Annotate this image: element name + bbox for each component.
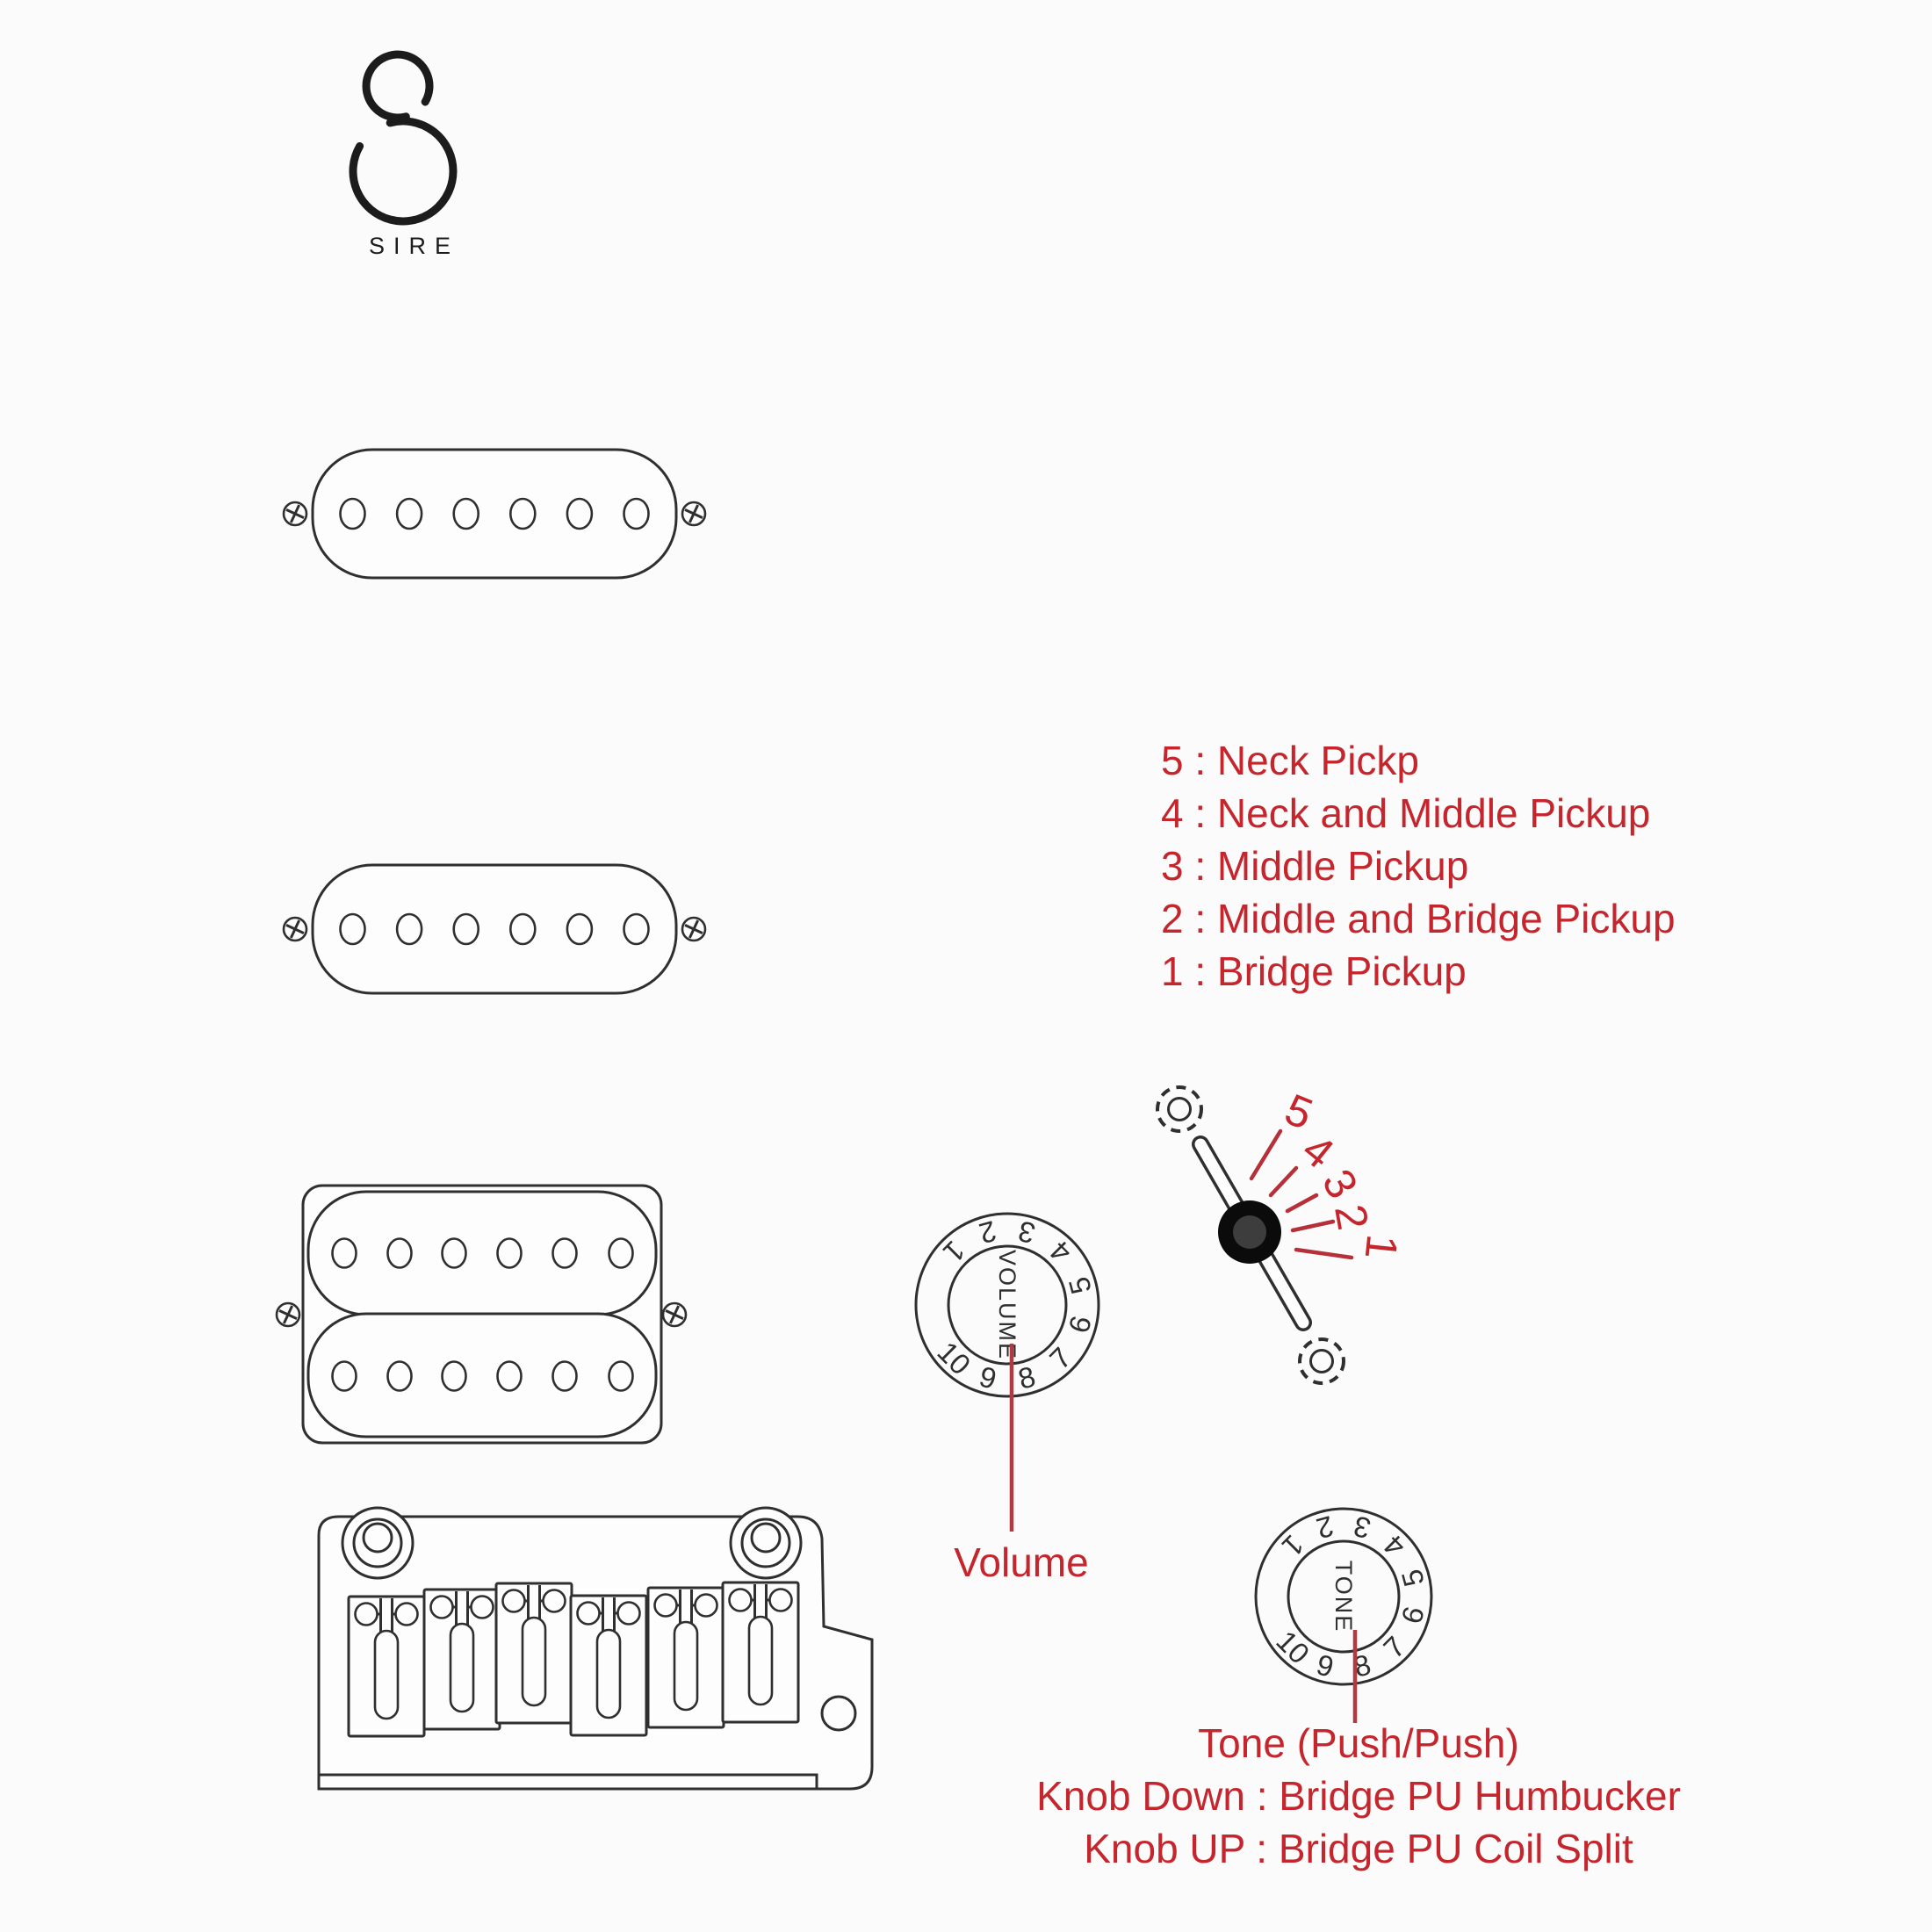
bridge-post-right bbox=[731, 1508, 801, 1578]
tone-knob-number-1: 1 bbox=[1275, 1528, 1310, 1563]
legend-line-3: 3 : Middle Pickup bbox=[1161, 843, 1469, 889]
humbucker-screw-left bbox=[275, 1301, 300, 1327]
pickup-selector-switch-drawing bbox=[1157, 1085, 1407, 1383]
legend-line-4: 4 : Neck and Middle Pickup bbox=[1161, 790, 1651, 836]
tremolo-bridge-drawing bbox=[319, 1508, 872, 1789]
selector-tick-5 bbox=[1251, 1131, 1280, 1179]
sire-logo bbox=[353, 54, 459, 259]
selector-knob-cap bbox=[1233, 1215, 1266, 1249]
saddle-5 bbox=[648, 1588, 724, 1727]
neck-pickup-drawing bbox=[282, 450, 706, 578]
tone-knob-drawing bbox=[1256, 1509, 1431, 1723]
tone-knob-number-3: 3 bbox=[1350, 1510, 1374, 1546]
volume-knob-number-5: 5 bbox=[1062, 1273, 1098, 1298]
volume-knob-number-6: 6 bbox=[1062, 1312, 1098, 1337]
tone-knob-number-6: 6 bbox=[1395, 1603, 1431, 1627]
tone-knob-number-10: 10 bbox=[1270, 1624, 1316, 1670]
tone-knob-label: TONE bbox=[1330, 1560, 1357, 1633]
logo-text: SIRE bbox=[369, 233, 460, 259]
saddle-4 bbox=[571, 1596, 646, 1735]
tone-knob-number-8: 8 bbox=[1350, 1647, 1374, 1683]
selector-tick-4 bbox=[1271, 1168, 1296, 1195]
legend-line-5: 5 : Neck Pickp bbox=[1161, 738, 1419, 783]
bridge-humbucker-drawing bbox=[275, 1186, 687, 1443]
selector-screw-hole-bottom bbox=[1300, 1339, 1344, 1383]
volume-knob-number-9: 9 bbox=[976, 1359, 1000, 1395]
saddle-1 bbox=[349, 1597, 424, 1736]
tone-knob-number-4: 4 bbox=[1377, 1528, 1412, 1563]
selector-number-1: 1 bbox=[1355, 1232, 1408, 1262]
volume-knob-number-4: 4 bbox=[1042, 1234, 1078, 1270]
volume-knob-number-2: 2 bbox=[976, 1215, 1000, 1251]
volume-knob-drawing bbox=[916, 1214, 1099, 1585]
tone-knob-number-2: 2 bbox=[1313, 1510, 1337, 1546]
volume-knob-number-3: 3 bbox=[1014, 1215, 1039, 1251]
volume-caption: Volume bbox=[954, 1539, 1089, 1585]
tone-caption-line-3: Knob UP : Bridge PU Coil Split bbox=[1084, 1826, 1633, 1871]
legend-line-1: 1 : Bridge Pickup bbox=[1161, 948, 1467, 994]
selector-screw-hole-top bbox=[1157, 1087, 1201, 1131]
humbucker-screw-right bbox=[661, 1301, 687, 1327]
middle-pickup-drawing bbox=[282, 865, 706, 993]
tone-knob-number-5: 5 bbox=[1395, 1566, 1431, 1590]
volume-knob-number-1: 1 bbox=[936, 1234, 972, 1270]
tone-knob-number-9: 9 bbox=[1313, 1647, 1337, 1683]
tone-knob-number-7: 7 bbox=[1377, 1630, 1412, 1665]
volume-knob-number-10: 10 bbox=[931, 1335, 977, 1381]
selector-number-4: 4 bbox=[1293, 1124, 1344, 1179]
logo-s-top-loop bbox=[366, 54, 429, 118]
selector-tick-2 bbox=[1293, 1222, 1333, 1230]
selector-tick-3 bbox=[1287, 1195, 1316, 1211]
bridge-post-left bbox=[342, 1508, 413, 1578]
tone-caption-line-1: Tone (Push/Push) bbox=[1198, 1720, 1519, 1766]
selector-number-2: 2 bbox=[1325, 1200, 1378, 1234]
selector-number-3: 3 bbox=[1312, 1161, 1368, 1207]
volume-knob-number-8: 8 bbox=[1014, 1359, 1039, 1395]
saddle-3 bbox=[496, 1583, 572, 1723]
logo-s-bottom-loop bbox=[353, 121, 453, 221]
saddle-2 bbox=[424, 1590, 500, 1729]
selector-number-5: 5 bbox=[1278, 1084, 1320, 1140]
selector-legend bbox=[1161, 738, 1676, 994]
selector-tick-1 bbox=[1296, 1250, 1352, 1258]
legend-line-2: 2 : Middle and Bridge Pickup bbox=[1161, 896, 1676, 941]
tone-caption-line-2: Knob Down : Bridge PU Humbucker bbox=[1036, 1773, 1681, 1819]
volume-knob-label: VOLUME bbox=[994, 1249, 1020, 1361]
saddle-6 bbox=[723, 1582, 798, 1722]
volume-knob-number-7: 7 bbox=[1042, 1340, 1078, 1376]
tone-caption-block bbox=[1036, 1720, 1681, 1871]
